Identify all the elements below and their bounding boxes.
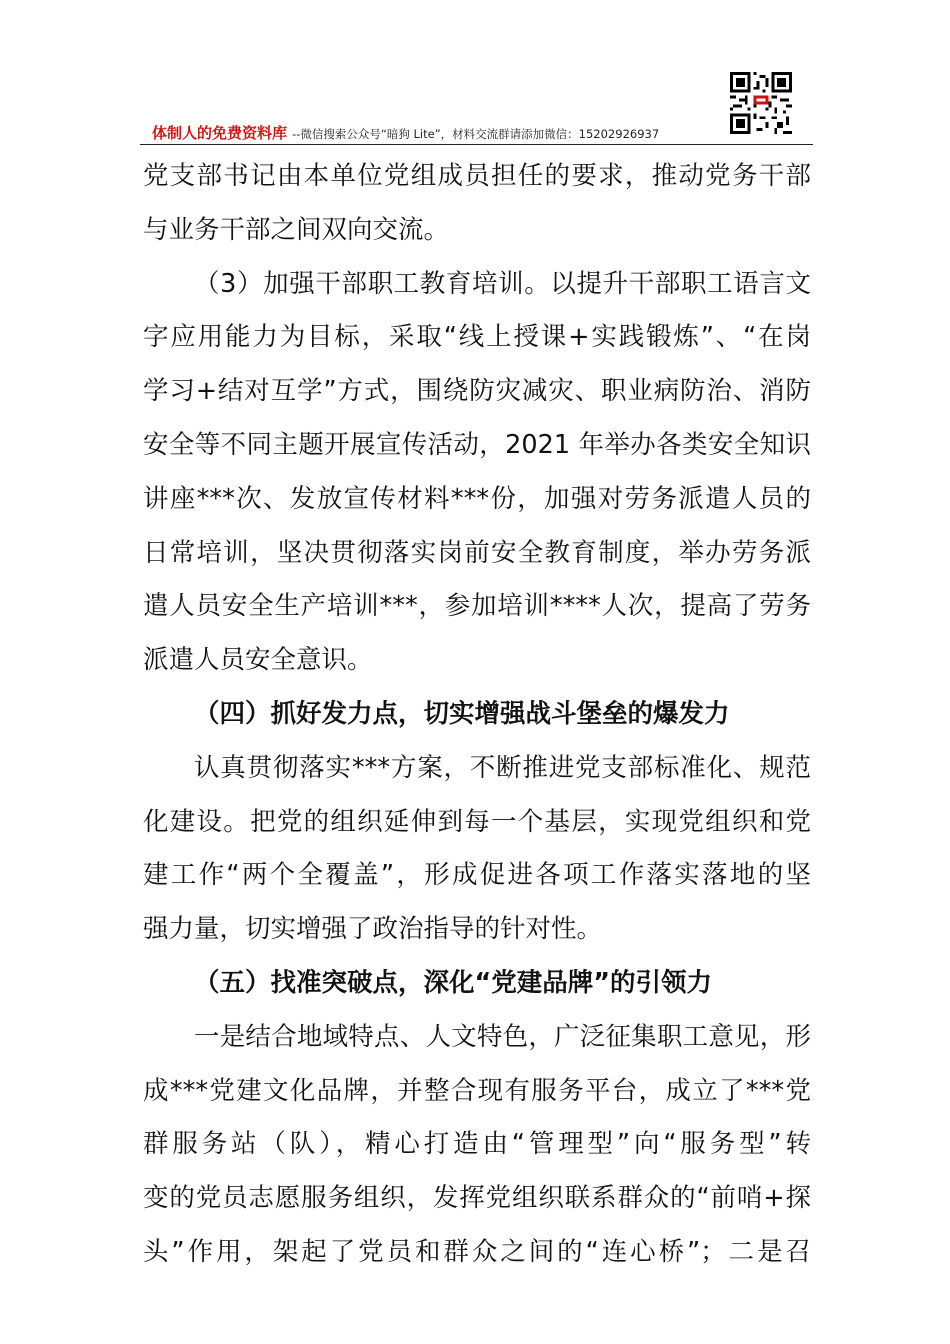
header xyxy=(152,122,659,146)
text-line: 一是结合地域特点、人文特色，广泛征集职工意见，形 xyxy=(194,1021,811,1052)
text-line: 党支部书记由本单位党组成员担任的要求，推动党务干部 xyxy=(143,161,811,191)
text-line: 强力量，切实增强了政治指导的针对性。 xyxy=(143,914,603,945)
document-body xyxy=(143,150,811,1280)
text-line: 字应用能力为目标，采取“线上授课+实践锻炼”、“在岗 xyxy=(143,322,811,353)
text-line: 日常培训，坚决贯彻落实岗前安全教育制度，举办劳务派 xyxy=(143,537,811,568)
text-line: 安全等不同主题开展宣传活动，2021 年举办各类安全知识 xyxy=(143,429,811,460)
text-line: 派遣人员安全意识。 xyxy=(143,645,373,676)
text-line: 学习+结对互学”方式，围绕防灾减灾、职业病防治、消防 xyxy=(143,376,811,407)
brand-title: 体制人的免费资料库 xyxy=(152,124,288,142)
text-line: 群服务站（队），精心打造由“管理型”向“服务型”转 xyxy=(143,1129,811,1160)
header-divider xyxy=(140,144,813,145)
text-line: 头”作用，架起了党员和群众之间的“连心桥”；二是召 xyxy=(143,1236,811,1267)
qr-code-image xyxy=(730,72,792,134)
text-line: 变的党员志愿服务组织，发挥党组织联系群众的“前哨+探 xyxy=(143,1183,811,1214)
text-line: 认真贯彻落实***方案，不断推进党支部标准化、规范 xyxy=(194,752,811,783)
section-heading: （四）抓好发力点，切实增强战斗堡垒的爆发力 xyxy=(194,698,730,729)
text-line: 化建设。把党的组织延伸到每一个基层，实现党组织和党 xyxy=(143,806,811,837)
section-heading: （五）找准突破点，深化“党建品牌”的引领力 xyxy=(194,967,713,998)
text-line: 成***党建文化品牌，并整合现有服务平台，成立了***党 xyxy=(143,1075,811,1106)
header-subtext: --微信搜索公众号“暗狗 Lite”，材料交流群请添加微信：15202926937 xyxy=(292,127,660,141)
text-line: （3）加强干部职工教育培训。以提升干部职工语言文 xyxy=(194,268,811,299)
text-line: 讲座***次、发放宣传材料***份，加强对劳务派遣人员的 xyxy=(143,483,811,514)
text-line: 建工作“两个全覆盖”，形成促进各项工作落实落地的坚 xyxy=(143,860,811,891)
text-line: 遣人员安全生产培训***，参加培训****人次，提高了劳务 xyxy=(143,591,811,622)
text-line: 与业务干部之间双向交流。 xyxy=(143,214,450,245)
